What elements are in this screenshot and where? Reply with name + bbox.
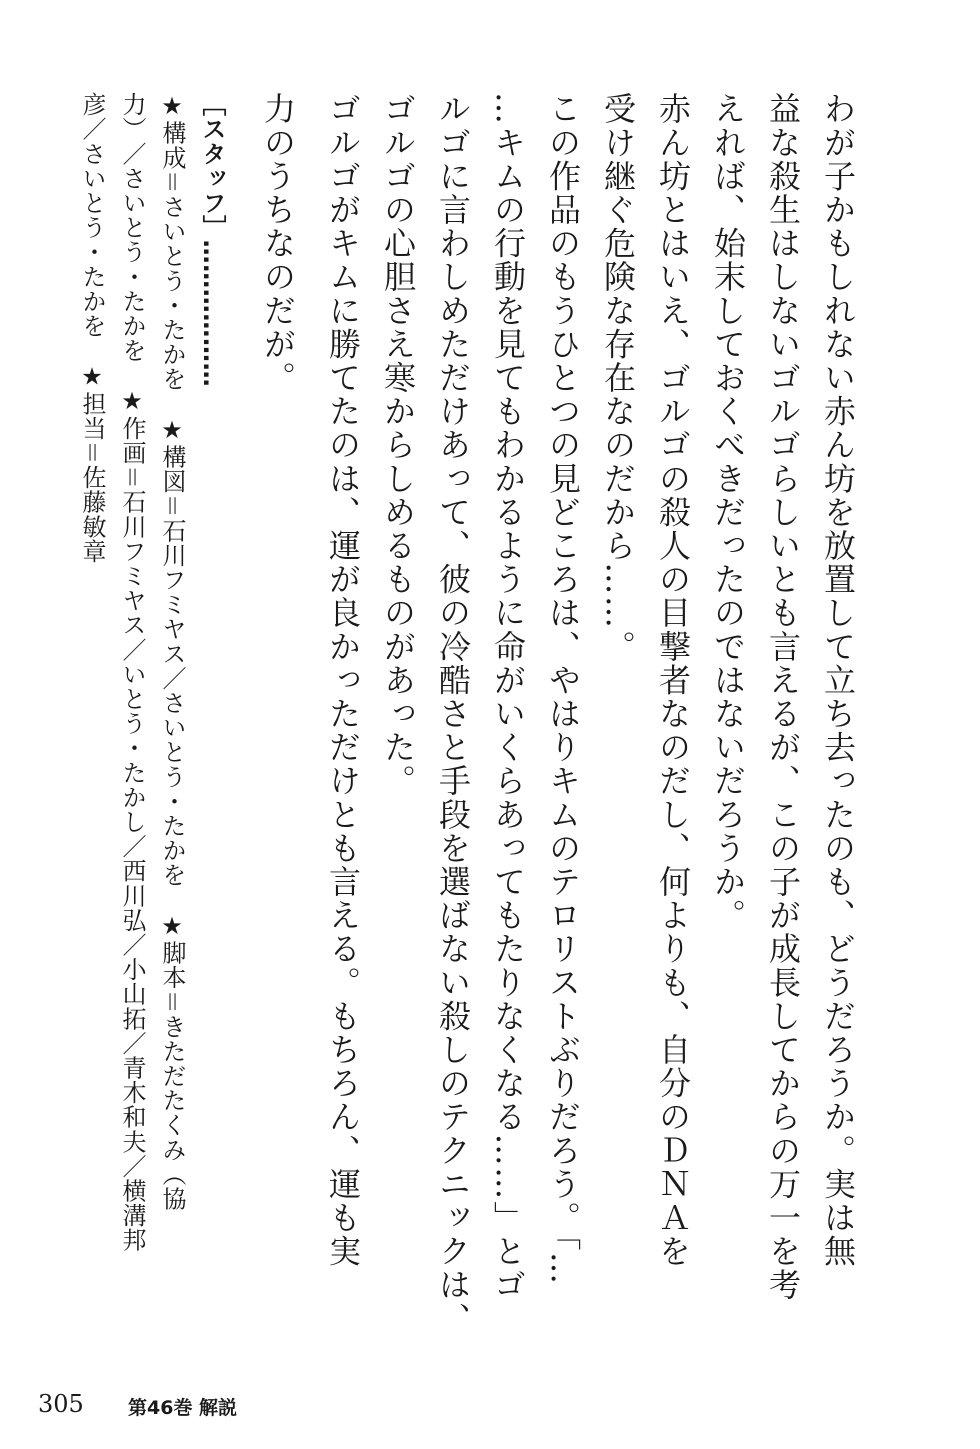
body-column-7: …キムの行動を見てもわかるように命がいくらあってもたりなくなる……」とゴ [489, 92, 527, 1302]
body-column-5: 受け継ぐ危険な存在なのだから……。 [599, 92, 637, 664]
body-column-6: この作品のもうひとつの見どころは、やはりキムのテロリストぶりだろう。「… [544, 92, 582, 1286]
staff-column-1: ★構成＝さいとう・たかを ★構図＝石川フミヤス／さいとう・たかを ★脚本＝きただたくみ（協 [158, 92, 186, 1211]
staff-column-2: 力）／さいとう・たかを ★作画＝石川フミヤス／いとう・たかし／西川弘／小山拓／青木和夫／横溝邦 [118, 92, 146, 1253]
page-number: 305 [38, 1390, 84, 1418]
staff-heading: ［スタッフ］……………… [198, 92, 226, 388]
body-column-11: 力のうちなのだが。 [259, 92, 297, 395]
body-column-9: ゴルゴの心胆さえ寒からしめるものがあった。 [379, 92, 417, 798]
body-column-4: 赤ん坊とはいえ、ゴルゴの殺人の目撃者なのだし、何よりも、自分のＤＮＡを [654, 92, 692, 1268]
body-column-1: わが子かもしれない赤ん坊を放置して立ち去ったのも、どうだろうか。実は無 [819, 92, 857, 1268]
staff-column-3: 彦／さいとう・たかを ★担当＝佐藤敏章 [78, 92, 106, 564]
body-column-10: ゴルゴがキムに勝てたのは、運が良かっただけとも言える。もちろん、運も実 [324, 92, 362, 1268]
body-column-2: 益な殺生はしないゴルゴらしいとも言えるが、この子が成長してからの万一を考 [764, 92, 802, 1302]
body-column-3: えれば、始末しておくべきだったのではないだろうか。 [709, 92, 747, 932]
body-column-8: ルゴに言わしめただけあって、彼の冷酷さと手段を選ばない殺しのテクニックは、 [434, 92, 472, 1336]
running-head: 第46巻 解説 [128, 1397, 238, 1419]
